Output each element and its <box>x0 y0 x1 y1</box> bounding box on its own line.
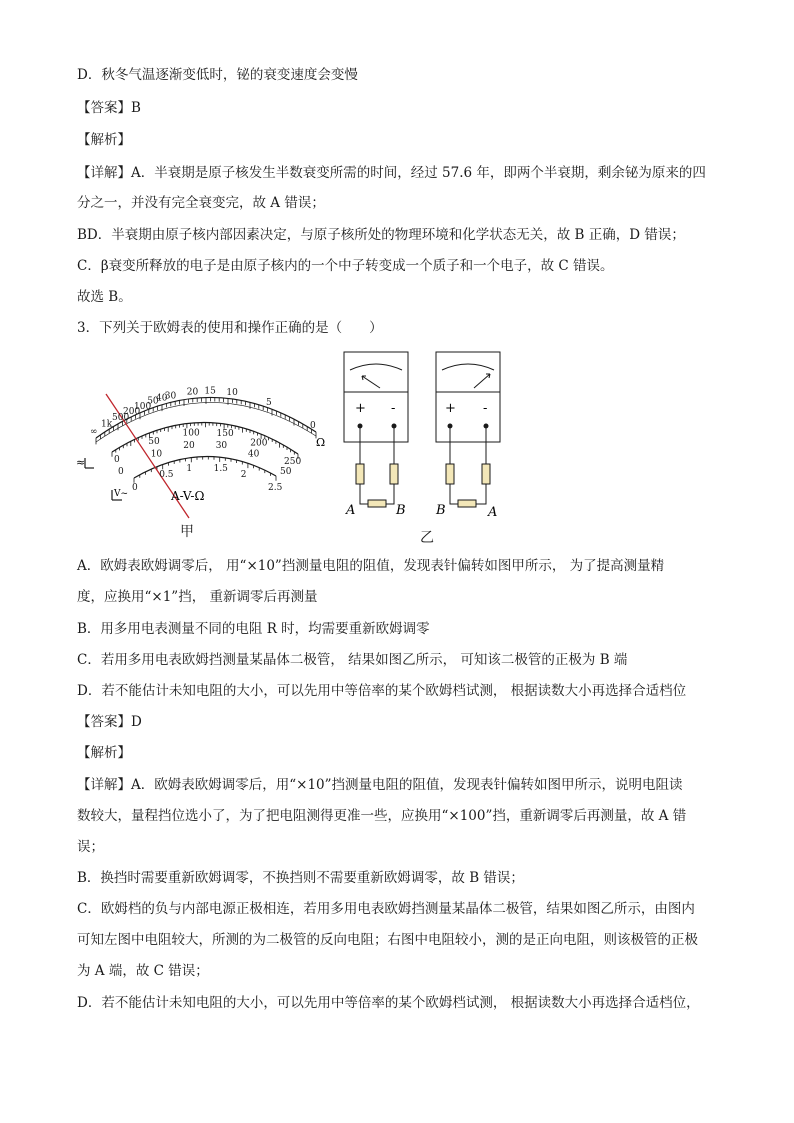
explain-c-2: 可知左图中电阻较大，所测的为二极管的反向电阻；右图中电阻较小，测的是正向电阻，则该极管的正极 <box>77 932 698 948</box>
ac-voltage-label: 0 <box>132 483 138 493</box>
option-c: C．若用多用电表欧姆挡测量某晶体二极管， 结果如图乙所示， 可知该二极管的正极为 B 端 <box>77 652 628 668</box>
analysis-3-label: 【解析】 <box>77 745 131 761</box>
ohm-scale-label: 10 <box>226 387 238 398</box>
right-meter-box <box>436 352 500 442</box>
figure-jia-caption: 甲 <box>180 524 194 540</box>
ohm-scale-label: 500 <box>112 412 130 423</box>
left-plus: + <box>355 401 366 416</box>
dc-scale-arc <box>112 422 298 454</box>
analysis-1-label: 【解析】 <box>77 132 131 148</box>
question-3: 3．下列关于欧姆表的使用和操作正确的是（ ） <box>77 320 383 336</box>
explain-d: D．若不能估计未知电阻的大小，可以先用中等倍率的某个欧姆档试测， 根据读数大小再选择合适档位， <box>77 995 700 1011</box>
dc-current-label: 50 <box>280 467 292 477</box>
ohm-scale-label: 100 <box>134 401 152 412</box>
diode-test-figure <box>340 348 520 518</box>
ac-voltage-label: 2 <box>240 470 247 481</box>
ohm-scale-label: 200 <box>123 407 141 417</box>
explain-c-1: C．欧姆档的负与内部电源正极相连，若用多用电表欧姆挡测量某晶体二极管，结果如图乙所示，由图内 <box>77 901 695 917</box>
ohm-scale-label: 40 <box>156 393 168 404</box>
prev-option-d: D．秋冬气温逐渐变低时，铋的衰变速度会变慢 <box>77 67 358 83</box>
ohm-scale-label: 1k <box>101 419 113 430</box>
choose-1: 故选 B。 <box>77 289 132 305</box>
explain-c-3: 为 A 端，故 C 错误； <box>77 963 209 979</box>
dc-voltage-label: 250 <box>284 457 302 467</box>
detail-1-a: 【详解】A．半衰期是原子核发生半数衰变所需的时间，经过 57.6 年，即两个半衰期，剩余铋为原来的四 <box>77 165 706 181</box>
right-minus: - <box>483 401 488 416</box>
right-label-b: B <box>436 503 446 518</box>
right-needle <box>474 374 490 388</box>
right-diode <box>458 500 476 507</box>
answer-3: 【答案】D <box>77 714 142 730</box>
option-b: B．用多用电表测量不同的电阻 R 时，均需要重新欧姆调零 <box>77 621 430 637</box>
explain-a-1: 【详解】A．欧姆表欧姆调零后，用“×10”挡测量电阻的阻值，发现表针偏转如图甲所示，说明电阻读 <box>77 777 683 793</box>
detail-1-c: C．β衰变所释放的电子是由原子核内的一个中子转变成一个质子和一个电子，故 C 错误。 <box>77 258 614 274</box>
detail-1-a-cont: 分之一，并没有完全衰变完，故 A 错误； <box>77 195 325 211</box>
ac-voltage-label: 0.5 <box>159 470 174 481</box>
option-a-2: 度，应换用“×1”挡， 重新调零后再测量 <box>77 589 318 605</box>
ohm-scale-label: 20 <box>186 387 199 398</box>
answer-1: 【答案】B <box>77 100 141 116</box>
dc-symbol: ≈ <box>76 456 86 469</box>
left-meter-box <box>344 352 408 442</box>
right-label-a: A <box>488 505 498 518</box>
left-needle <box>362 376 380 388</box>
dc-voltage-label: 200 <box>250 438 268 449</box>
dc-voltage-label: 100 <box>182 428 200 439</box>
left-label-a: A <box>346 503 356 518</box>
ohm-scale-label: 5 <box>266 398 272 409</box>
ac-voltage-label: 2.5 <box>268 483 283 493</box>
explain-b: B．换挡时需要重新欧姆调零，不换挡则不需要重新欧姆调零，故 B 错误； <box>77 870 524 886</box>
explain-a-3: 误； <box>77 839 104 855</box>
dc-voltage-label: 50 <box>148 437 160 448</box>
dc-voltage-label: 0 <box>114 455 120 465</box>
ac-voltage-label: 1.5 <box>213 463 228 474</box>
explain-a-2: 数较大，量程挡位选小了，为了把电阻测得更准一些，应换用“×100”挡，重新调零后再测量，故 A 错 <box>77 808 687 824</box>
dc-current-label: 20 <box>183 441 195 452</box>
dc-current-label: 40 <box>247 449 260 460</box>
ohm-symbol: Ω <box>316 436 326 449</box>
center-label: A-V-Ω <box>171 489 205 503</box>
left-label-b: B <box>396 503 406 518</box>
figure-yi-caption: 乙 <box>420 530 434 546</box>
option-a-1: A．欧姆表欧姆调零后， 用“×10”挡测量电阻的阻值，发现表针偏转如图甲所示， 为了提高测量精 <box>77 558 665 574</box>
dc-current-label: 0 <box>118 467 124 477</box>
dc-current-label: 30 <box>215 441 228 452</box>
ohm-scale-label: ∞ <box>90 427 98 437</box>
dc-current-label: 10 <box>150 449 163 460</box>
left-minus: - <box>391 401 396 416</box>
ohm-scale-label: 15 <box>204 386 216 397</box>
ohm-scale-label: 50 <box>147 396 159 407</box>
option-d: D．若不能估计未知电阻的大小，可以先用中等倍率的某个欧姆档试测， 根据读数大小再选择合适档位 <box>77 683 687 699</box>
ohm-scale-label: 30 <box>164 391 177 402</box>
detail-1-bd: BD．半衰期由原子核内部因素决定，与原子核所处的物理环境和化学状态无关，故 B 正确，D 错误； <box>77 227 685 243</box>
ac-symbol: V~ <box>114 489 129 499</box>
right-plus: + <box>445 401 456 416</box>
multimeter-dial-figure <box>76 370 336 540</box>
ac-voltage-label: 1 <box>186 463 193 474</box>
left-diode <box>368 500 386 507</box>
ohm-scale-label: 0 <box>310 421 316 431</box>
dc-voltage-label: 150 <box>216 428 234 439</box>
